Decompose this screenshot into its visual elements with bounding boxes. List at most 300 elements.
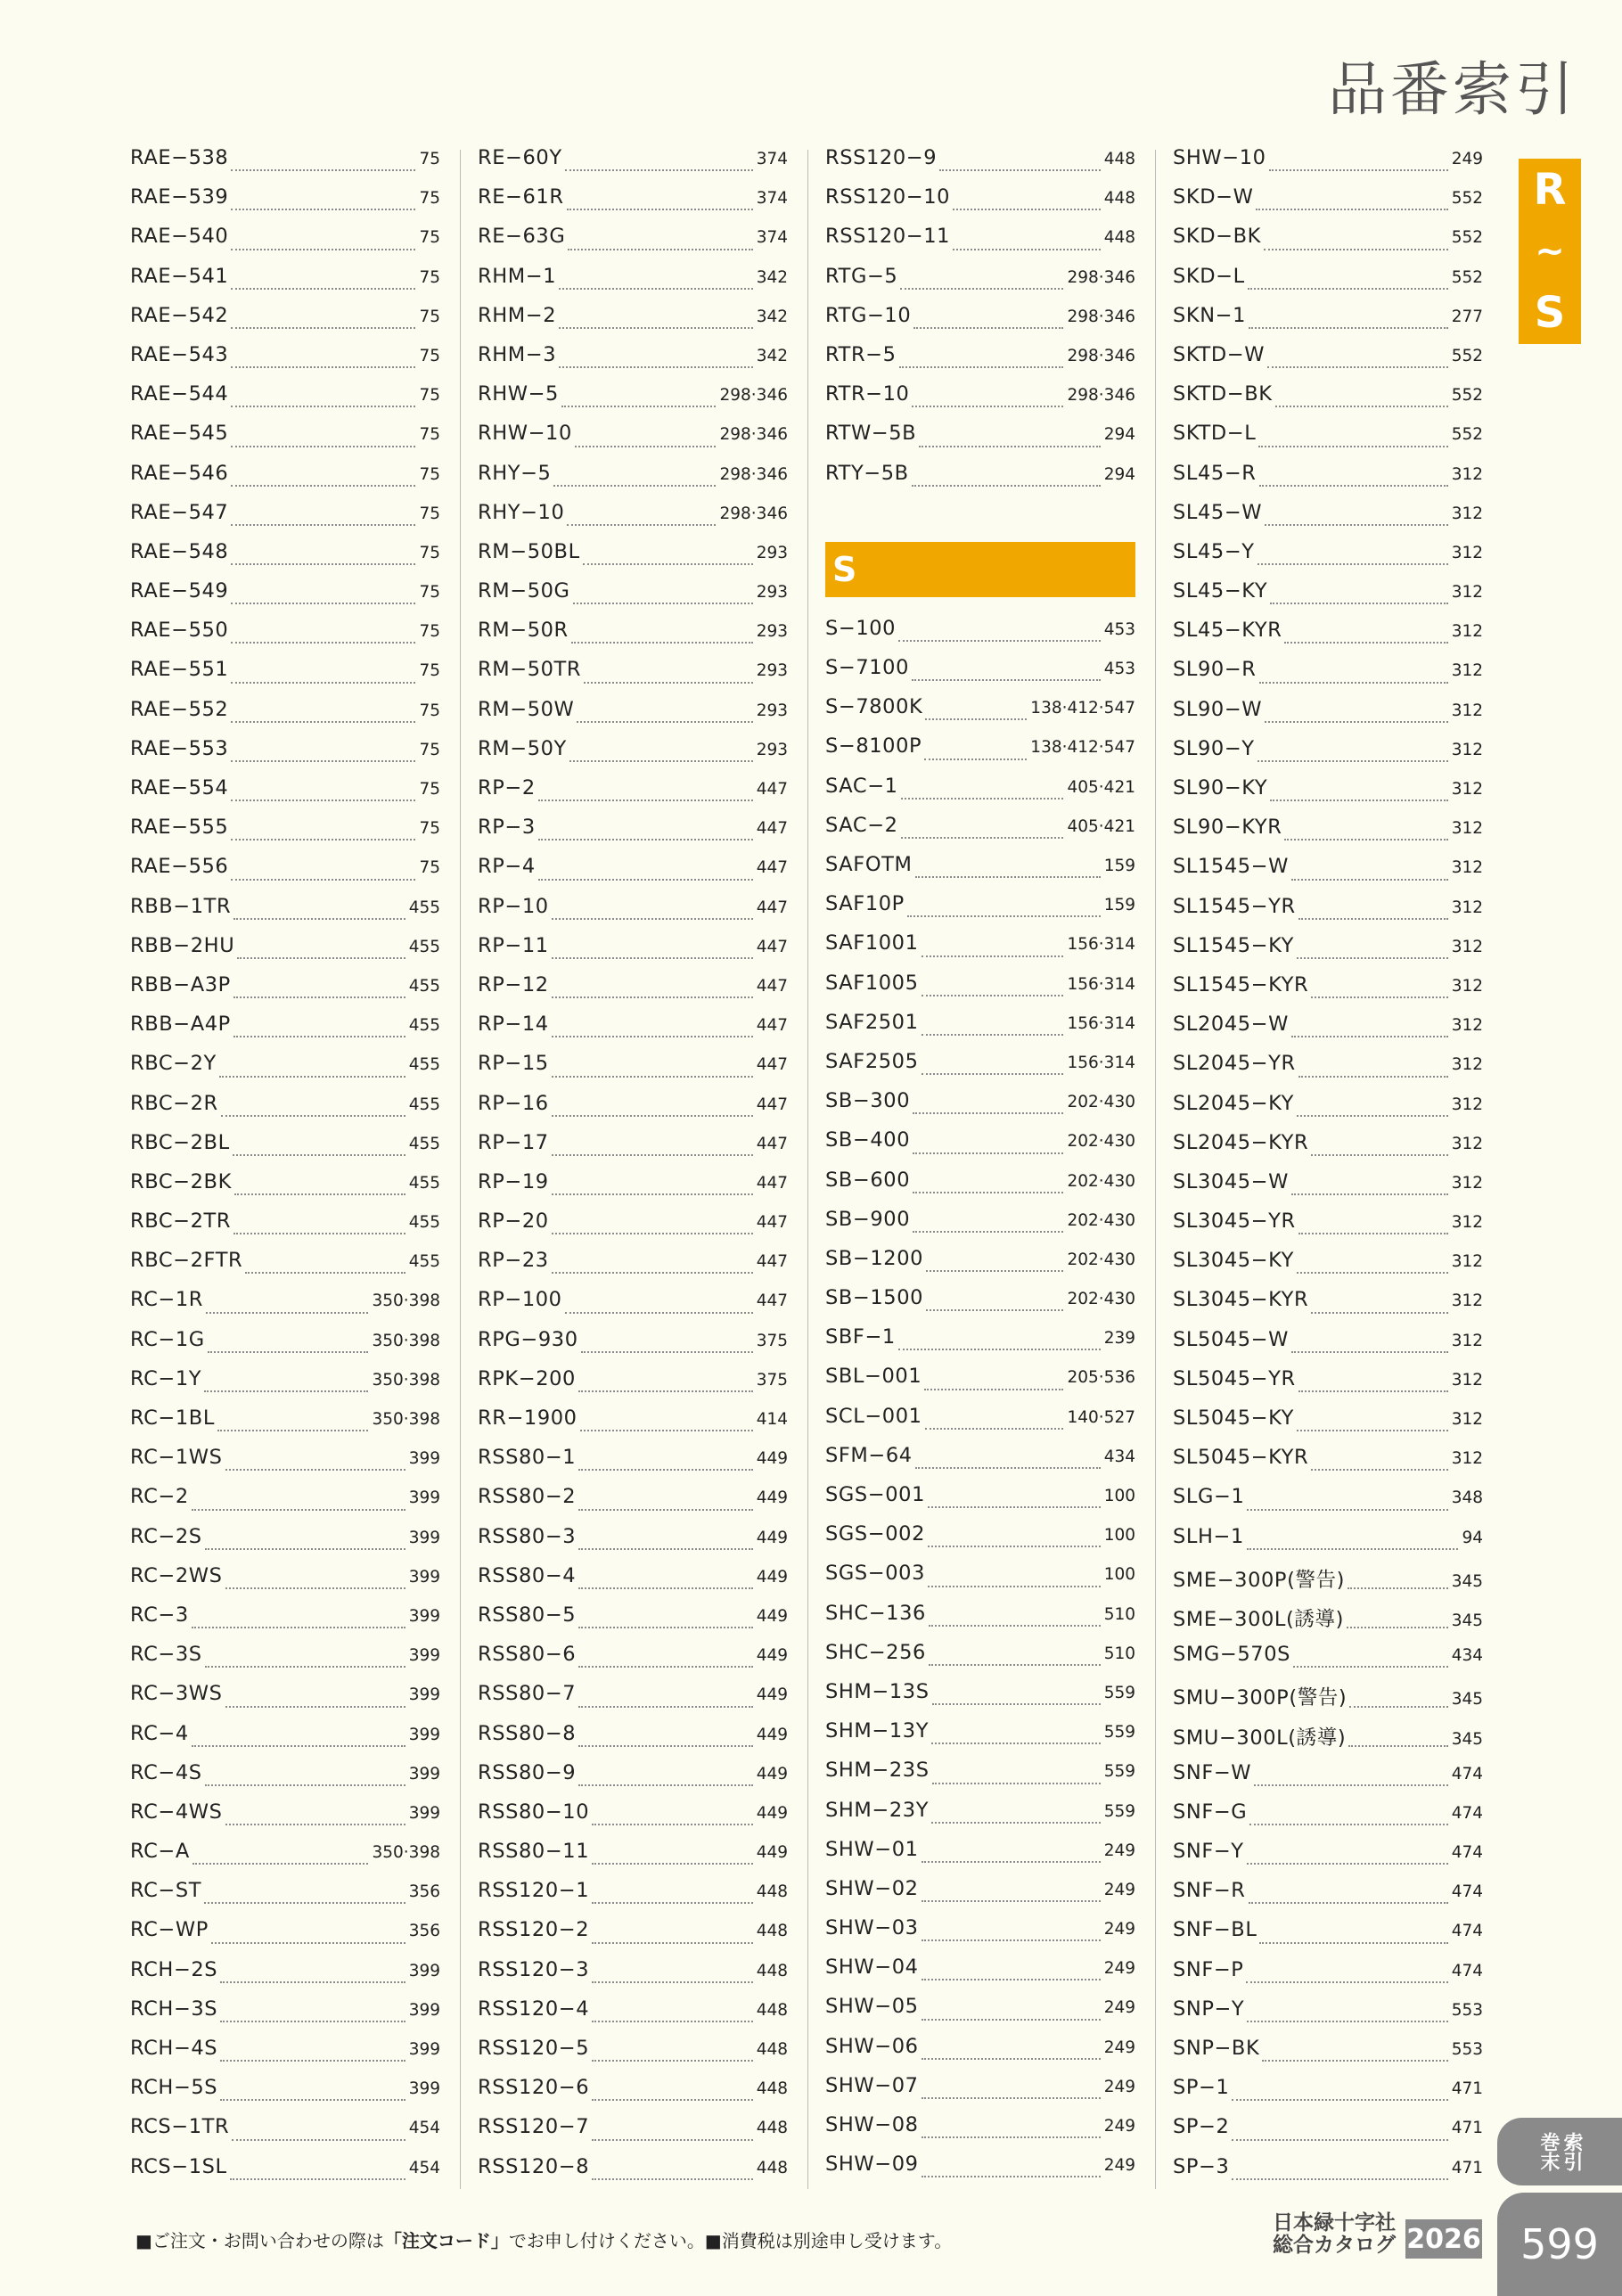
- page-reference: 342: [756, 307, 788, 326]
- index-entry: [130, 776, 440, 816]
- product-code: RBC−2TR: [130, 1210, 232, 1234]
- page-reference: 293: [756, 740, 788, 759]
- page-reference: 294: [1103, 464, 1135, 484]
- dot-leader: [233, 996, 406, 998]
- product-code: SB−600: [825, 1168, 911, 1192]
- index-entry: [825, 1208, 1135, 1247]
- dot-leader: [924, 1389, 1063, 1390]
- page-reference: 202·430: [1067, 1132, 1135, 1152]
- index-entry: [825, 146, 1135, 185]
- index-entry: [1173, 1092, 1483, 1131]
- product-code: SL1545−W: [1173, 855, 1289, 879]
- page-reference: 374: [756, 150, 788, 168]
- dot-leader: [1270, 603, 1447, 604]
- dot-leader: [1270, 800, 1447, 801]
- product-code: RAE−555: [130, 816, 229, 840]
- page-reference: 449: [756, 1764, 788, 1784]
- index-entry: [130, 1918, 440, 1957]
- index-entry: [1173, 2155, 1483, 2194]
- product-code: RBC−2Y: [130, 1052, 217, 1076]
- page-title: 品番索引: [1328, 55, 1577, 124]
- product-code: RTY−5B: [825, 461, 909, 485]
- dot-leader: [592, 1902, 753, 1904]
- product-code: RBC−2BL: [130, 1130, 230, 1154]
- index-entry: [825, 617, 1135, 656]
- page-reference: 449: [756, 1646, 788, 1666]
- dot-leader: [567, 524, 716, 526]
- dot-leader: [231, 603, 415, 604]
- page-reference: 559: [1103, 1801, 1135, 1821]
- index-entry: [130, 540, 440, 579]
- dot-leader: [592, 1863, 753, 1865]
- index-entry: [1173, 146, 1483, 185]
- index-entry: [478, 1643, 788, 1682]
- page-reference: 345: [1451, 1571, 1483, 1591]
- page-reference: 75: [419, 425, 440, 445]
- product-code: RM−50Y: [478, 736, 567, 760]
- index-entry: [1173, 698, 1483, 737]
- page-reference: 298·346: [719, 464, 788, 484]
- dot-leader: [230, 2178, 406, 2180]
- product-code: RC−4WS: [130, 1800, 223, 1824]
- back-index-tab[interactable]: [1497, 2118, 1622, 2185]
- page-reference: 249: [1103, 1998, 1135, 2018]
- product-code: SHM−23Y: [825, 1798, 930, 1822]
- dot-leader: [581, 1351, 753, 1353]
- page-reference: 447: [756, 898, 788, 917]
- dot-leader: [578, 1784, 752, 1786]
- dot-leader: [552, 1115, 753, 1117]
- dot-leader: [1246, 1981, 1447, 1983]
- dot-leader: [571, 642, 753, 644]
- page-reference: 414: [756, 1410, 788, 1429]
- page-reference: 312: [1451, 583, 1483, 603]
- page-reference: 350·398: [372, 1370, 440, 1390]
- index-entry: [825, 1325, 1135, 1365]
- dot-leader: [931, 1742, 1101, 1744]
- page-reference: 474: [1451, 1803, 1483, 1823]
- index-entry: [825, 931, 1135, 971]
- dot-leader: [231, 800, 415, 801]
- page-reference: 455: [408, 1213, 440, 1233]
- index-entry: [825, 972, 1135, 1011]
- index-entry: [130, 1643, 440, 1682]
- product-code: RSS80−5: [478, 1603, 577, 1627]
- index-entry: [130, 462, 440, 501]
- product-code: SLH−1: [1173, 1524, 1244, 1548]
- index-entry: [1173, 1997, 1483, 2037]
- product-code: RP−23: [478, 1249, 549, 1273]
- product-code: SHW−04: [825, 1956, 919, 1980]
- dot-leader: [233, 1036, 406, 1037]
- index-entry: [825, 1956, 1135, 1995]
- page-reference: 249: [1103, 1959, 1135, 1979]
- product-code: SBL−001: [825, 1365, 922, 1389]
- column-divider: [460, 150, 461, 2189]
- index-entry: [1173, 304, 1483, 343]
- dot-leader: [231, 524, 415, 526]
- dot-leader: [1298, 1076, 1448, 1078]
- page-reference: 448: [756, 1882, 788, 1902]
- dot-leader: [217, 1430, 369, 1431]
- dot-leader: [538, 879, 753, 881]
- tilde-glyph: ~: [1535, 231, 1565, 272]
- page-reference: 312: [1451, 701, 1483, 720]
- index-entry: [130, 1092, 440, 1131]
- product-code: SB−900: [825, 1207, 911, 1231]
- product-code: RC−3WS: [130, 1682, 223, 1706]
- dot-leader: [1257, 563, 1448, 565]
- dot-leader: [220, 1981, 405, 1983]
- product-code: SP−3: [1173, 2154, 1230, 2178]
- dot-leader: [922, 1979, 1101, 1980]
- product-code: SL2045−KYR: [1173, 1130, 1309, 1154]
- index-entry: [130, 737, 440, 776]
- page-reference: 449: [756, 1685, 788, 1705]
- dot-leader: [919, 446, 1100, 447]
- footer-note-suffix: でお申し付けください。■消費税は別途申し受けます。: [508, 2230, 953, 2251]
- page-reference: 312: [1451, 1252, 1483, 1272]
- dot-leader: [231, 760, 415, 762]
- page-reference: 75: [419, 583, 440, 603]
- product-code: SL1545−KY: [1173, 933, 1295, 957]
- page-reference: 448: [1103, 189, 1135, 209]
- index-entry: [130, 1761, 440, 1800]
- product-code: S−8100P: [825, 734, 922, 758]
- page-reference: 298·346: [719, 386, 788, 406]
- dot-leader: [578, 1627, 752, 1628]
- page-reference: 350·398: [372, 1843, 440, 1863]
- page-reference: 350·398: [372, 1410, 440, 1429]
- page-reference: 159: [1103, 857, 1135, 875]
- product-code: SAF2505: [825, 1049, 919, 1073]
- index-entry: [130, 1879, 440, 1918]
- dot-leader: [928, 1546, 1101, 1547]
- index-entry: [825, 1719, 1135, 1759]
- index-entry: [1173, 1800, 1483, 1840]
- index-entry: [130, 2076, 440, 2115]
- product-code: RBB−A4P: [130, 1013, 231, 1037]
- page-reference: 449: [756, 1803, 788, 1823]
- index-entry: [1173, 895, 1483, 934]
- dot-leader: [552, 1233, 753, 1234]
- product-code: RTR−10: [825, 382, 910, 406]
- dot-leader: [898, 1349, 1101, 1350]
- index-entry: [1173, 1249, 1483, 1288]
- index-entry: [478, 1761, 788, 1800]
- index-tab-s[interactable]: S: [1519, 282, 1581, 344]
- product-code: SL45−Y: [1173, 539, 1255, 563]
- product-code: RSS80−7: [478, 1682, 577, 1706]
- page-reference: 553: [1451, 2040, 1483, 2059]
- page-reference: 202·430: [1067, 1210, 1135, 1230]
- page-reference: 447: [756, 1173, 788, 1193]
- dot-leader: [1311, 1154, 1447, 1156]
- page-reference: 447: [756, 976, 788, 996]
- dot-leader: [1297, 1430, 1448, 1431]
- dot-leader: [913, 327, 1063, 329]
- dot-leader: [912, 485, 1101, 487]
- index-entry: [478, 343, 788, 382]
- page-reference: 449: [756, 1843, 788, 1863]
- page-reference: 455: [408, 1055, 440, 1075]
- product-code: RC−1Y: [130, 1366, 202, 1390]
- page-reference: 552: [1451, 267, 1483, 287]
- page-reference: 298·346: [1067, 346, 1135, 365]
- index-entry: [825, 1995, 1135, 2034]
- index-entry: [825, 382, 1135, 422]
- index-entry: [130, 1682, 440, 1721]
- product-code: SAC−1: [825, 774, 898, 798]
- index-entry: [478, 1997, 788, 2037]
- product-code: RE−60Y: [478, 146, 562, 169]
- dot-leader: [578, 1509, 752, 1511]
- product-code: RM−50W: [478, 697, 575, 721]
- product-code: RCS−1SL: [130, 2154, 227, 2178]
- index-column-1: [130, 146, 440, 2194]
- page-reference: 239: [1103, 1329, 1135, 1349]
- dot-leader: [237, 957, 405, 959]
- product-code: RP−4: [478, 855, 536, 879]
- index-entry: [130, 2155, 440, 2194]
- product-code: SHW−05: [825, 1995, 919, 2019]
- index-entry: [825, 304, 1135, 343]
- dot-leader: [913, 1152, 1063, 1154]
- index-entry: [825, 1562, 1135, 1601]
- page-reference: 75: [419, 386, 440, 406]
- page-reference: 552: [1451, 386, 1483, 406]
- index-entry: [478, 1958, 788, 1997]
- dot-leader: [231, 721, 415, 723]
- dot-leader: [592, 2178, 753, 2180]
- page-reference: 75: [419, 228, 440, 248]
- product-code: RM−50TR: [478, 658, 582, 682]
- dot-leader: [552, 1154, 753, 1156]
- page-reference: 356: [408, 1922, 440, 1941]
- product-code: SL90−Y: [1173, 736, 1255, 760]
- dot-leader: [575, 446, 717, 447]
- product-code: RAE−539: [130, 185, 229, 209]
- page-reference: 447: [756, 937, 788, 956]
- page-reference: 312: [1451, 1134, 1483, 1153]
- index-entry: [825, 656, 1135, 695]
- index-entry: [1173, 1643, 1483, 1682]
- page-reference: 298·346: [1067, 386, 1135, 406]
- product-code: SMU−300L(誘導): [1173, 1726, 1347, 1750]
- product-code: SL45−KYR: [1173, 619, 1282, 643]
- dot-leader: [559, 288, 753, 290]
- index-entry: [825, 1011, 1135, 1050]
- dot-leader: [231, 209, 415, 210]
- page-reference: 312: [1451, 1410, 1483, 1429]
- product-code: SAF1005: [825, 971, 919, 995]
- product-code: SME−300P(警告): [1173, 1568, 1346, 1592]
- page-reference: 249: [1103, 1880, 1135, 1899]
- index-entry: [478, 540, 788, 579]
- index-entry: [130, 1564, 440, 1603]
- index-entry: [825, 1286, 1135, 1325]
- dot-leader: [565, 169, 753, 171]
- dot-leader: [225, 1587, 406, 1589]
- product-code: SL45−KY: [1173, 579, 1268, 603]
- page-reference: 553: [1451, 2000, 1483, 2020]
- dot-leader: [592, 1942, 753, 1944]
- index-entry: [478, 1092, 788, 1131]
- index-entry: [478, 422, 788, 461]
- index-entry: [1173, 1210, 1483, 1249]
- dot-leader: [922, 995, 1064, 996]
- product-code: S−7100: [825, 656, 909, 680]
- index-entry: [1173, 1288, 1483, 1327]
- page-reference: 293: [756, 583, 788, 603]
- index-entry: [1173, 1840, 1483, 1879]
- page-reference: 449: [756, 1725, 788, 1744]
- index-entry: [825, 1759, 1135, 1798]
- product-code: RAE−545: [130, 422, 229, 446]
- index-entry: [130, 2115, 440, 2154]
- dot-leader: [922, 955, 1064, 957]
- dot-leader: [592, 1981, 753, 1983]
- page-reference: 312: [1451, 819, 1483, 839]
- index-entry: [478, 1840, 788, 1879]
- product-code: SB−1200: [825, 1246, 924, 1270]
- dot-leader: [225, 1824, 406, 1825]
- index-entry: [1173, 2115, 1483, 2154]
- index-entry: [1173, 462, 1483, 501]
- dot-leader: [1264, 249, 1448, 250]
- index-tab-r[interactable]: R: [1519, 159, 1581, 221]
- dot-leader: [205, 1784, 406, 1786]
- page-reference: 298·346: [1067, 267, 1135, 287]
- page-reference: 559: [1103, 1723, 1135, 1742]
- product-code: RAE−546: [130, 461, 229, 485]
- page-reference: 75: [419, 150, 440, 168]
- dot-leader: [1298, 918, 1448, 920]
- index-entry: [478, 1485, 788, 1524]
- index-entry: [1173, 1446, 1483, 1485]
- page-reference: 455: [408, 1016, 440, 1036]
- index-entry: [1173, 776, 1483, 816]
- index-entry: [825, 1128, 1135, 1168]
- dot-leader: [1265, 721, 1448, 723]
- page-reference: 298·346: [719, 425, 788, 445]
- page-reference: 298·346: [719, 504, 788, 523]
- dot-leader: [552, 996, 753, 998]
- page-reference: 455: [408, 937, 440, 956]
- dot-leader: [931, 1822, 1101, 1824]
- page-reference: 75: [419, 504, 440, 523]
- product-code: SGS−003: [825, 1562, 925, 1586]
- page-reference: 345: [1451, 1729, 1483, 1749]
- index-entry: [825, 892, 1135, 931]
- index-list-s: [825, 617, 1135, 2193]
- product-code: RC−1WS: [130, 1446, 223, 1470]
- index-entry: [825, 814, 1135, 853]
- dot-leader: [231, 288, 415, 290]
- index-entry: [825, 1050, 1135, 1089]
- index-entry: [130, 1485, 440, 1524]
- page-reference: 140·527: [1067, 1407, 1135, 1427]
- product-code: SL90−R: [1173, 658, 1257, 682]
- product-code: RC−WP: [130, 1918, 209, 1942]
- dot-leader: [1311, 1312, 1447, 1314]
- page-reference: 474: [1451, 1922, 1483, 1941]
- page-reference: 312: [1451, 898, 1483, 917]
- dot-leader: [592, 2099, 753, 2101]
- page-reference: 312: [1451, 464, 1483, 484]
- dot-leader: [578, 1469, 752, 1471]
- product-code: RC−A: [130, 1840, 190, 1864]
- page-number: 599: [1497, 2193, 1622, 2296]
- page-reference: 453: [1103, 619, 1135, 639]
- index-entry: [825, 1641, 1135, 1680]
- dot-leader: [928, 1586, 1101, 1587]
- product-code: SAC−2: [825, 813, 898, 837]
- page-reference: 374: [756, 189, 788, 209]
- dot-leader: [1262, 2060, 1447, 2062]
- dot-leader: [553, 485, 716, 487]
- page-reference: 75: [419, 464, 440, 484]
- page-reference: 552: [1451, 228, 1483, 248]
- dot-leader: [932, 1703, 1101, 1705]
- page-reference: 75: [419, 543, 440, 562]
- page-reference: 312: [1451, 543, 1483, 562]
- page-reference: 249: [1103, 2038, 1135, 2057]
- index-entry: [130, 422, 440, 461]
- dot-leader: [925, 1428, 1064, 1430]
- product-code: SMU−300P(警告): [1173, 1686, 1348, 1710]
- index-entry: [825, 1522, 1135, 1562]
- product-code: RSS80−11: [478, 1840, 590, 1864]
- index-entry: [478, 776, 788, 816]
- product-code: RP−100: [478, 1288, 562, 1312]
- page-reference: 399: [408, 1725, 440, 1744]
- index-entry: [1173, 382, 1483, 422]
- index-entry: [1173, 1485, 1483, 1524]
- product-code: RSS120−9: [825, 146, 938, 169]
- page-reference: 399: [408, 1449, 440, 1469]
- index-entry: [1173, 1722, 1483, 1761]
- dot-leader: [221, 1115, 406, 1117]
- product-code: RSS80−10: [478, 1800, 590, 1824]
- product-code: RSS120−2: [478, 1918, 590, 1942]
- dot-leader: [578, 1666, 752, 1668]
- dot-leader: [1293, 1666, 1448, 1668]
- product-code: SHW−10: [1173, 146, 1266, 169]
- product-code: RCH−3S: [130, 1997, 218, 2021]
- dot-leader: [245, 1272, 405, 1274]
- dot-leader: [561, 406, 717, 407]
- brand-company: 日本緑十字社: [1273, 2211, 1396, 2234]
- dot-leader: [231, 642, 415, 644]
- page-reference: 312: [1451, 976, 1483, 996]
- dot-leader: [538, 800, 753, 801]
- index-entry: [825, 1602, 1135, 1641]
- column-divider: [807, 150, 808, 2189]
- product-code: RSS120−7: [478, 2115, 590, 2139]
- product-code: SNF−BL: [1173, 1918, 1257, 1942]
- index-entry: [825, 1247, 1135, 1286]
- index-entry: [130, 2037, 440, 2076]
- page-reference: 293: [756, 543, 788, 562]
- dot-leader: [1259, 485, 1448, 487]
- dot-leader: [913, 1112, 1063, 1114]
- product-code: SL5045−YR: [1173, 1366, 1296, 1390]
- page-reference: 312: [1451, 1173, 1483, 1193]
- product-code: RSS120−4: [478, 1997, 590, 2021]
- page-reference: 471: [1451, 2119, 1483, 2138]
- page-reference: 156·314: [1067, 1013, 1135, 1033]
